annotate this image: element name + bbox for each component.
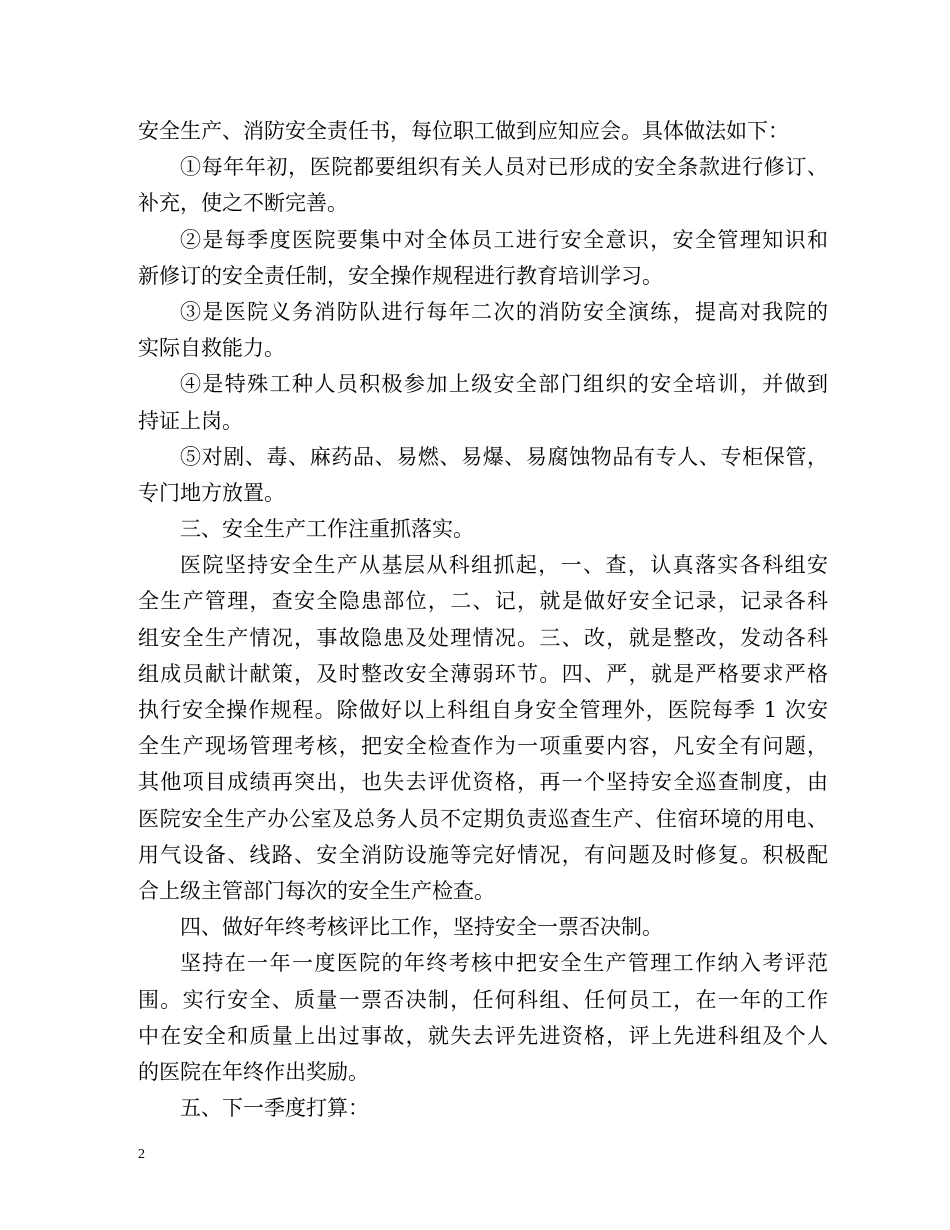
text-line: 全生产管理，查安全隐患部位，二、记，就是做好安全记录，记录各科 <box>138 589 828 614</box>
text-line: ③是医院义务消防队进行每年二次的消防安全演练，提高对我院的 <box>180 299 828 324</box>
text-line: 合上级主管部门每次的安全生产检查。 <box>138 878 495 903</box>
document-body <box>138 113 828 1126</box>
text-line: 中在安全和质量上出过事故，就失去评先进资格，评上先进科组及个人 <box>138 1023 828 1048</box>
text-line: 持证上岗。 <box>138 408 243 433</box>
text-line: 补充，使之不断完善。 <box>138 191 348 216</box>
text-line: 用气设备、线路、安全消防设施等完好情况，有问题及时修复。积极配 <box>138 842 828 867</box>
section-heading: 三、安全生产工作注重抓落实。 <box>180 517 474 542</box>
text-line: 组安全生产情况，事故隐患及处理情况。三、改，就是整改，发动各科 <box>138 625 828 650</box>
text-line: ②是每季度医院要集中对全体员工进行安全意识，安全管理知识和 <box>180 227 828 252</box>
text-line: 专门地方放置。 <box>138 480 285 505</box>
text-line: ⑤对剧、毒、麻药品、易燃、易爆、易腐蚀物品有专人、专柜保管， <box>180 444 828 469</box>
text-line: 新修订的安全责任制，安全操作规程进行教育培训学习。 <box>138 263 663 288</box>
text-line: ①每年年初，医院都要组织有关人员对已形成的安全条款进行修订、 <box>180 155 828 180</box>
section-heading: 五、下一季度打算： <box>180 1096 369 1121</box>
text-line: 安全生产、消防安全责任书，每位职工做到应知应会。具体做法如下： <box>138 119 789 143</box>
text-line: 的医院在年终作出奖励。 <box>138 1059 369 1084</box>
text-line: 全生产现场管理考核，把安全检查作为一项重要内容，凡安全有问题， <box>138 734 828 759</box>
text-line: 其他项目成绩再突出，也失去评优资格，再一个坚持安全巡查制度，由 <box>138 770 828 795</box>
section-heading: 四、做好年终考核评比工作，坚持安全一票否决制。 <box>180 915 663 940</box>
text-line: 组成员献计献策，及时整改安全薄弱环节。四、严，就是严格要求严格 <box>138 661 828 686</box>
text-line: 实际自救能力。 <box>138 336 285 361</box>
text-line: 医院安全生产办公室及总务人员不定期负责巡查生产、住宿环境的用电、 <box>138 806 828 831</box>
page-number: 2 <box>138 1147 145 1162</box>
text-line: 医院坚持安全生产从基层从科组抓起，一、查，认真落实各科组安 <box>180 553 828 578</box>
text-line: ④是特殊工种人员积极参加上级安全部门组织的安全培训，并做到 <box>180 372 828 397</box>
text-line: 执行安全操作规程。除做好以上科组自身安全管理外，医院每季 1 次安 <box>138 698 828 722</box>
text-line: 坚持在一年一度医院的年终考核中把安全生产管理工作纳入考评范 <box>180 951 828 976</box>
text-line: 围。实行安全、质量一票否决制，任何科组、任何员工，在一年的工作 <box>138 987 828 1012</box>
